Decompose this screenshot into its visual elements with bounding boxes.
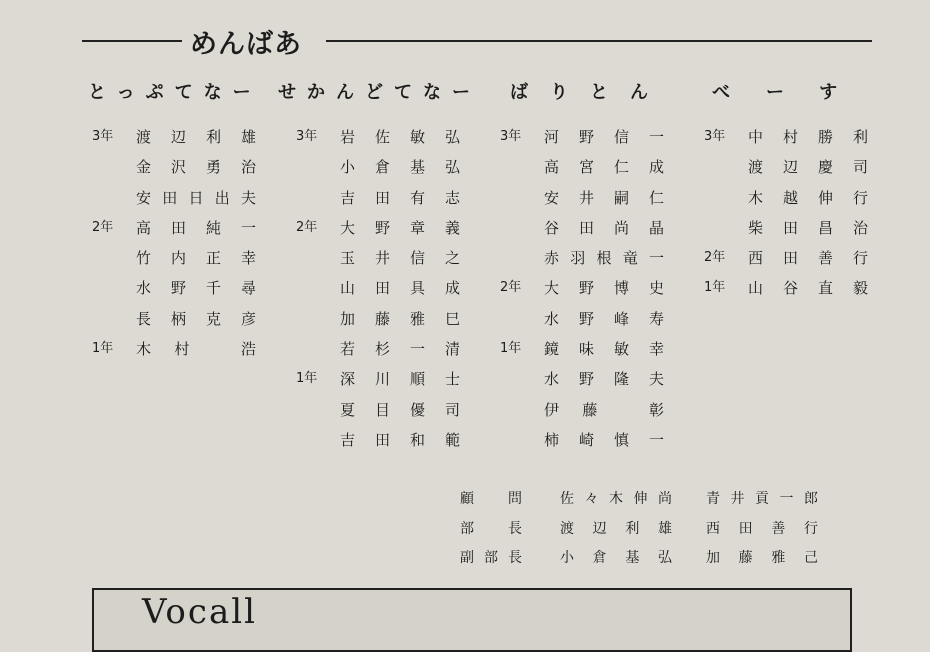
- member-row: [500, 338, 680, 368]
- member-column-second-tenor: [296, 126, 476, 459]
- member-row: [92, 156, 272, 186]
- title-rule-right: [326, 40, 872, 42]
- staff-name: 渡辺利雄: [560, 520, 672, 537]
- member-name: 安田日出夫: [136, 188, 256, 207]
- member-row: [296, 247, 476, 277]
- member-name: 吉田有志: [340, 188, 460, 207]
- member-row: [296, 126, 476, 156]
- member-row: [92, 308, 272, 338]
- member-row: [92, 247, 272, 277]
- staff-role: 副部長: [460, 550, 522, 566]
- staff-row: [460, 547, 840, 577]
- staff-name: 加藤雅己: [706, 550, 818, 566]
- member-row: [92, 187, 272, 217]
- member-name: 木越伸行: [748, 188, 868, 207]
- member-row: [92, 277, 272, 307]
- member-row: [92, 217, 272, 247]
- member-name: 若杉一清: [340, 340, 460, 359]
- member-row: [500, 217, 680, 247]
- member-row: [296, 217, 476, 247]
- member-name: 河野信一: [544, 128, 664, 146]
- member-name: 加藤雅巳: [340, 309, 460, 328]
- member-row: [296, 338, 476, 368]
- member-name: 柿崎慎一: [544, 430, 664, 449]
- grade-label: 2年: [500, 280, 522, 296]
- member-name: 金沢勇治: [136, 158, 256, 177]
- member-row: [704, 187, 884, 217]
- footer-box: [92, 588, 852, 652]
- member-name: 水野千尋: [136, 279, 256, 298]
- member-row: [704, 247, 884, 277]
- member-name: 水野隆夫: [544, 370, 664, 389]
- staff-name: 西田善行: [706, 520, 818, 537]
- member-name: 深川順士: [340, 370, 460, 389]
- member-row: [296, 156, 476, 186]
- grade-label: 2年: [296, 219, 318, 235]
- member-name: 安井嗣仁: [544, 188, 664, 207]
- staff-list: [460, 488, 840, 577]
- member-name: 大野博史: [544, 279, 664, 298]
- member-name: 木村 浩: [136, 340, 256, 359]
- grade-label: 1年: [704, 280, 726, 296]
- member-row: [92, 126, 272, 156]
- member-row: [296, 399, 476, 429]
- member-name: 高田純一: [136, 218, 256, 237]
- member-row: [704, 126, 884, 156]
- staff-name: 小倉基弘: [560, 550, 672, 566]
- grade-label: 3年: [92, 129, 114, 144]
- member-row: [296, 308, 476, 338]
- grade-label: 2年: [92, 219, 114, 235]
- staff-row: [460, 488, 840, 518]
- grade-label: 1年: [500, 341, 522, 357]
- grade-label: 3年: [500, 129, 522, 144]
- member-name: 渡辺慶司: [748, 158, 868, 177]
- member-column-baritone: [500, 126, 680, 459]
- member-name: 山谷直毅: [748, 279, 868, 298]
- member-name: 小倉基弘: [340, 158, 460, 177]
- member-name: 伊藤 彰: [544, 400, 664, 419]
- member-row: [296, 187, 476, 217]
- member-name: 柴田昌治: [748, 218, 868, 237]
- member-row: [704, 277, 884, 307]
- section-top-tenor: とっぷてなー: [88, 82, 262, 103]
- grade-label: 3年: [704, 129, 726, 144]
- member-column-bass: [704, 126, 884, 308]
- footer-box-text: Vocall: [142, 592, 257, 632]
- member-name: 玉井信之: [340, 249, 460, 268]
- member-row: [500, 156, 680, 186]
- member-column-top-tenor: [92, 126, 272, 368]
- staff-role: 部長: [460, 520, 522, 537]
- staff-name: 青井貢一郎: [706, 491, 818, 507]
- member-name: 山田具成: [340, 279, 460, 298]
- staff-role: 顧問: [460, 491, 522, 507]
- member-name: 大野章義: [340, 218, 460, 237]
- section-bass: べーす: [712, 82, 874, 103]
- member-row: [500, 399, 680, 429]
- grade-label: 2年: [704, 250, 726, 266]
- member-name: 吉田和範: [340, 430, 460, 449]
- grade-label: 3年: [296, 129, 318, 144]
- staff-row: [460, 518, 840, 548]
- member-row: [500, 368, 680, 398]
- member-name: 赤羽根竜一: [544, 249, 664, 268]
- section-baritone: ばりとん: [510, 82, 670, 103]
- member-row: [296, 277, 476, 307]
- grade-label: 1年: [296, 371, 318, 387]
- grade-label: 1年: [92, 341, 114, 357]
- member-row: [500, 429, 680, 459]
- member-name: 竹内正幸: [136, 249, 256, 268]
- member-name: 西田善行: [748, 249, 868, 268]
- member-row: [500, 277, 680, 307]
- member-name: 渡辺利雄: [136, 128, 256, 146]
- section-second-tenor: せかんどてなー: [278, 82, 481, 103]
- member-name: 高宮仁成: [544, 158, 664, 177]
- member-name: 岩佐敏弘: [340, 128, 460, 146]
- member-name: 水野峰寿: [544, 309, 664, 328]
- member-row: [500, 126, 680, 156]
- member-name: 鏡味敏幸: [544, 340, 664, 359]
- title-rule-left: [82, 40, 182, 42]
- member-row: [296, 368, 476, 398]
- member-row: [704, 156, 884, 186]
- member-row: [500, 308, 680, 338]
- member-row: [296, 429, 476, 459]
- member-name: 中村勝利: [748, 128, 868, 146]
- staff-name: 佐々木伸尚: [560, 491, 672, 507]
- member-row: [704, 217, 884, 247]
- page-title: めんばあ: [190, 29, 302, 60]
- member-name: 長柄克彦: [136, 309, 256, 328]
- member-row: [500, 247, 680, 277]
- member-name: 谷田尚晶: [544, 218, 664, 237]
- member-row: [92, 338, 272, 368]
- member-row: [500, 187, 680, 217]
- member-name: 夏目優司: [340, 400, 460, 419]
